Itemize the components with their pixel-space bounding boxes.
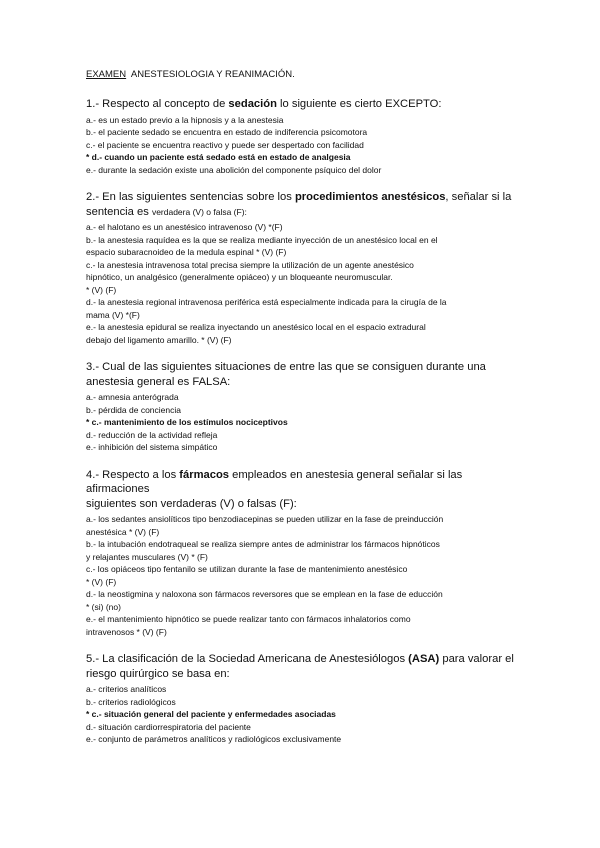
- question-4-heading-line2: siguientes son verdaderas (V) o falsas (F):: [86, 497, 297, 510]
- q1-option-b: b.- el paciente sedado se encuentra en estado de indiferencia psicomotora: [86, 127, 368, 137]
- q2-option-e-line2: debajo del ligamento amarillo. * (V) (F): [86, 334, 232, 345]
- question-4-heading-line1: [86, 468, 526, 497]
- question-1: [86, 97, 526, 176]
- question-5: [86, 652, 526, 746]
- exam-subject: ANESTESIOLOGIA Y REANIMACIÓN.: [130, 69, 295, 80]
- q4-heading-pre: 4.- Respecto a los: [86, 468, 180, 481]
- q2-heading-mid: , señalar si la sentencia es: [86, 191, 512, 218]
- q2-option-e-line1: e.- la anestesia epidural se realiza inyectando un anestésico local en el espacio extradural: [86, 322, 426, 332]
- question-2: [86, 190, 526, 346]
- q2-heading-small: verdadera (V) o falsa (F):: [151, 206, 247, 217]
- q4-option-a-line1: a.- los sedantes ansiolíticos tipo benzodiacepinas se pueden utilizar en la fase de preinducción: [86, 514, 444, 524]
- exam-page: [86, 68, 526, 760]
- q4-option-c-line1: c.- los opiáceos tipo fentanilo se utilizan durante la fase de mantenimiento anestésico: [86, 564, 408, 574]
- q2-option-b-line1: b.- la anestesia raquídea es la que se realiza mediante inyección de un anestésico local en el: [86, 234, 438, 245]
- q2-heading-keyword: procedimientos anestésicos: [294, 191, 446, 203]
- q5-heading-keyword: (ASA): [408, 653, 440, 665]
- q3-option-d: d.- reducción de la actividad refleja: [86, 429, 218, 440]
- q4-heading-post: empleados en anestesia general señalar si las afirmaciones: [86, 468, 463, 495]
- q1-option-e: e.- durante la sedación existe una abolición del componente psíquico del dolor: [86, 164, 382, 175]
- q5-option-b: b.- criterios radiológicos: [86, 696, 176, 707]
- q4-option-b-line1: b.- la intubación endotraqueal se realiza siempre antes de administrar los fármacos hipnóticos: [86, 539, 440, 549]
- q1-option-a: a.- es un estado previo a la hipnosis y a la anestesia: [86, 114, 284, 125]
- q4-option-e-line1: e.- el mantenimiento hipnótico se puede realizar tanto con fármacos inhalatorios como: [86, 614, 411, 624]
- q5-option-c-answer: * c.- situación general del paciente y enfermedades asociadas: [86, 709, 336, 719]
- q4-option-a-line2: anestésica * (V) (F): [86, 526, 160, 537]
- q4-option-d-line1: d.- la neostigmina y naloxona son fármacos reversores que se emplean en la fase de educción: [86, 589, 443, 599]
- q2-option-c-line1: c.- la anestesia intravenosa total precisa siempre la utilización de un agente anestésico: [86, 259, 414, 270]
- q1-option-d-answer: * d.- cuando un paciente está sedado está en estado de analgesia: [86, 152, 351, 162]
- q4-heading-keyword: fármacos: [179, 468, 230, 481]
- q1-heading-pre: 1.- Respecto al concepto de: [86, 98, 229, 110]
- q3-option-c-answer: * c.- mantenimiento de los estímulos nociceptivos: [86, 417, 288, 427]
- q3-option-e: e.- inhibición del sistema simpático: [86, 442, 218, 452]
- exam-label: EXAMEN: [86, 69, 127, 80]
- q1-heading-keyword: sedación: [228, 98, 277, 110]
- question-3-heading-line1: 3.- Cual de las siguientes situaciones de entre las que se consiguen durante una: [86, 361, 486, 373]
- q3-option-b: b.- pérdida de conciencia: [86, 404, 181, 415]
- q4-option-c-line2: * (V) (F): [86, 576, 117, 587]
- q5-option-e: e.- conjunto de parámetros analíticos y radiológicos exclusivamente: [86, 734, 342, 744]
- q1-heading-post: lo siguiente es cierto EXCEPTO:: [276, 98, 442, 110]
- exam-title: [86, 68, 526, 81]
- question-5-heading-line2: riesgo quirúrgico se basa en:: [86, 667, 230, 680]
- q5-option-a: a.- criterios analíticos: [86, 684, 167, 694]
- q5-heading-post: para valorar el: [439, 653, 514, 665]
- q2-option-c-line2: hipnótico, un analgésico (generalmente opiáceo) y un bloqueante neuromuscular.: [86, 272, 393, 282]
- question-1-heading: [86, 97, 526, 112]
- q3-option-a: a.- amnesia anterógrada: [86, 392, 179, 402]
- question-2-heading: [86, 190, 526, 219]
- question-3-heading-line2: anestesia general es FALSA:: [86, 375, 231, 388]
- q4-option-b-line2: y relajantes musculares (V) * (F): [86, 551, 208, 562]
- q2-option-a: a.- el halotano es un anestésico intravenoso (V) *(F): [86, 222, 283, 232]
- question-4: [86, 468, 526, 639]
- q5-option-d: d.- situación cardiorrespiratoria del paciente: [86, 721, 251, 732]
- q4-option-d-line2: * (si) (no): [86, 601, 121, 612]
- q2-option-d-line2: mama (V) *(F): [86, 309, 140, 320]
- question-5-heading-line1: [86, 652, 526, 667]
- q4-option-e-line2: intravenosos * (V) (F): [86, 626, 167, 637]
- q2-option-d-line1: d.- la anestesia regional intravenosa periférica está especialmente indicada para la cirugía de la: [86, 297, 447, 307]
- question-3: [86, 360, 526, 454]
- q5-heading-pre: 5.- La clasificación de la Sociedad Americana de Anestesiólogos: [86, 653, 409, 665]
- q2-option-b-line2: espacio subaracnoideo de la medula espinal * (V) (F): [86, 247, 287, 257]
- q2-heading-pre: 2.- En las siguientes sentencias sobre los: [86, 191, 295, 203]
- q1-option-c: c.- el paciente se encuentra reactivo y puede ser despertado con facilidad: [86, 139, 364, 150]
- q2-option-c-line3: * (V) (F): [86, 284, 117, 295]
